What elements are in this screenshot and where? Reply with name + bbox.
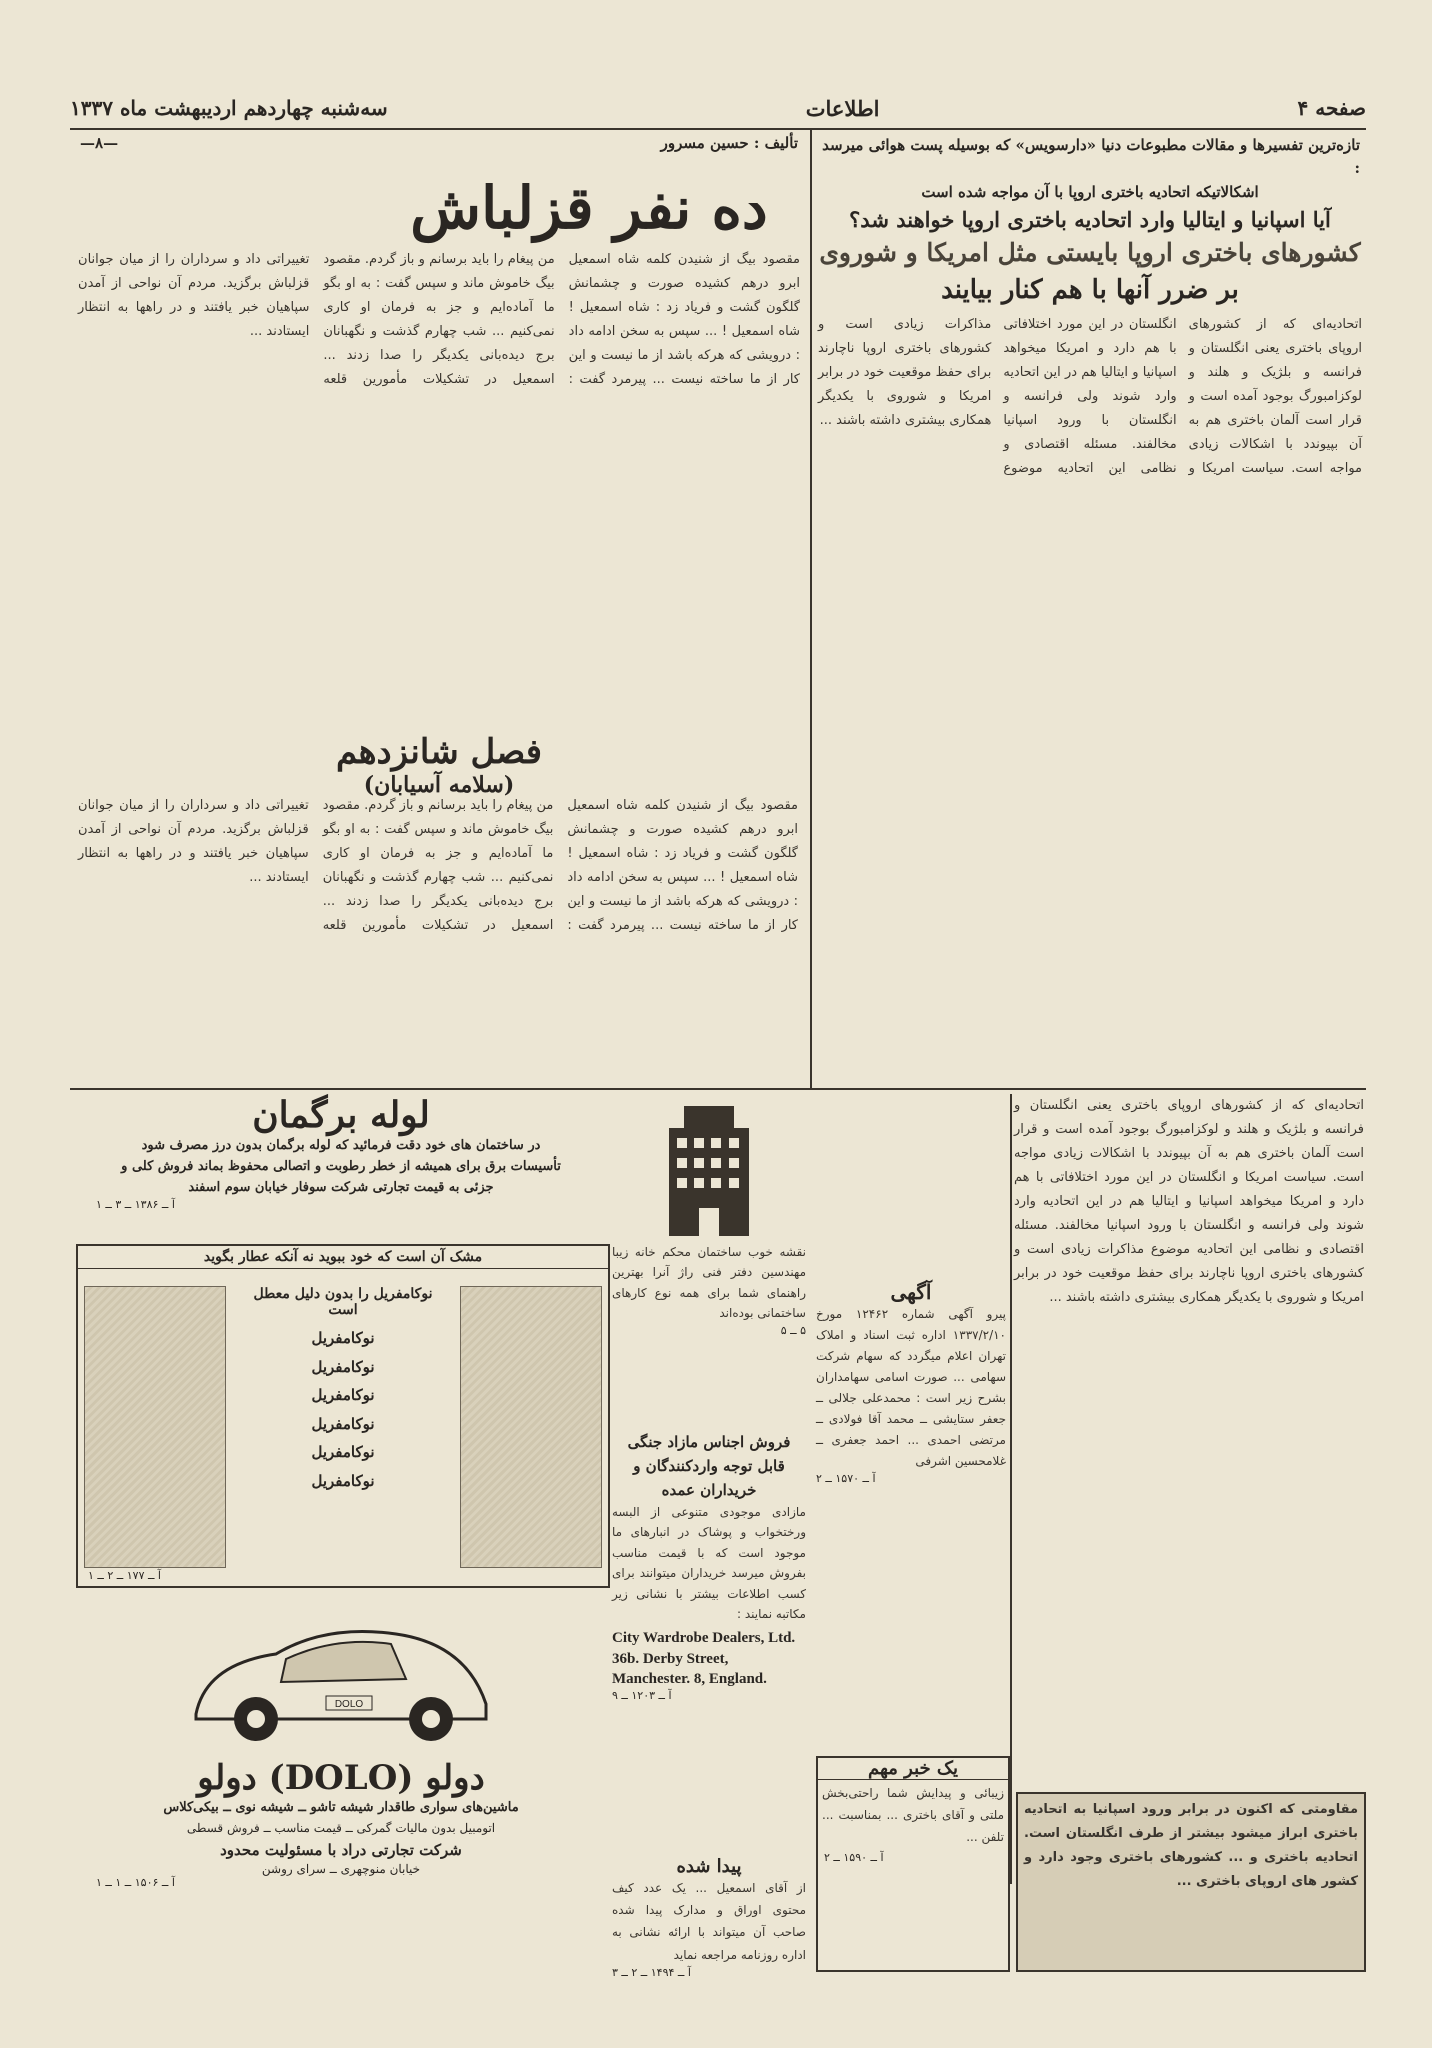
article-body-top: مقصود بیگ از شنیدن کلمه شاه اسمعیل ابرو درهم کشیده صورت و چشمانش گلگون گشت و فریاد زد : شاه اسمعیل ! شاه اسمعیل ! ... سپس به سخن ادامه داد : درویشی که هرکه باشد از ما نیست و این کار از ما ساخته نیست ... پیرمرد گفت : من پیغام را باید برسانم و باز گردم. مقصود بیگ خاموش ماند و سپس گفت : به او بگو ما آماده‌ایم و جز به فرمان او کاری نمی‌کنیم ... شب چهارم گذشت و نگهبانان برج دیده‌بانی یکدیگر را صدا زدند ... اسمعیل در تشکیلات مأمورین قلعه تغییراتی داد و سرداران را از میان جوانان قزلباش برگزید. مردم آن نواحی از آمدن سپاهیان خبر یافتند و در راهها به انتظار ایستادند ... — [78, 252, 800, 388]
notice-body: پیرو آگهی شماره ۱۲۴۶۲ مورخ ۱۳۳۷/۲/۱۰ اداره ثبت اسناد و املاک تهران اعلام میگردد که سهام شرکت سهامی ... صورت اسامی سهامداران بشرح زیر است : محمدعلی جلالی ــ جعفر ستایشی ــ محمد آقا فولادی ــ مرتضی احمدی ... احمد جعفری ــ غلامحسین اشرفی — [816, 1307, 1007, 1468]
notice-code: آ ــ ۱۵۷۰ ــ ۲ — [816, 1472, 876, 1485]
ink-ad-item: نوکامفریل — [311, 1357, 375, 1376]
notice-title: آگهی — [890, 1280, 932, 1304]
car-line4: خیابان منوچهری ــ سرای روشن — [261, 1861, 421, 1876]
paper-name: اطلاعات — [805, 95, 880, 121]
article-body-bottom: مقصود بیگ از شنیدن کلمه شاه اسمعیل ابرو درهم کشیده صورت و چشمانش گلگون گشت و فریاد زد : شاه اسمعیل ! شاه اسمعیل ! ... سپس به سخن ادامه داد : درویشی که هرکه باشد از ما نیست و این کار از ما ساخته نیست ... پیرمرد گفت : من پیغام را باید برسانم و باز گردم. مقصود بیگ خاموش ماند و سپس گفت : به او بگو ما آماده‌ایم و جز به فرمان او کاری نمی‌کنیم ... شب چهارم گذشت و نگهبانان برج دیده‌بانی یکدیگر را صدا زدند ... اسمعیل در تشکیلات مأمورین قلعه تغییراتی داد و سرداران را از میان جوانان قزلباش برگزید. مردم آن نواحی از آمدن سپاهیان خبر یافتند و در راهها به انتظار ایستادند ... — [78, 798, 798, 934]
ink-ad-item: نوکامفریل — [311, 1386, 375, 1404]
ink-ad-item: نوکامفریل — [311, 1443, 375, 1461]
building-icon — [649, 1098, 769, 1238]
man-figure-left — [84, 1286, 226, 1568]
pipe-ad-line3: جزئی به قیمت تجارتی شرکت سوفار خیابان سوم اسفند — [188, 1179, 494, 1195]
sale-ad-title: فروش اجناس مازاد جنگی قابل توجه واردکنندگان و خریداران عمده — [627, 1433, 791, 1499]
sale-ad-code: آ ــ ۱۲۰۳ ــ ۹ — [612, 1689, 672, 1703]
page-header — [70, 88, 1366, 130]
building-ad-code: ۵ ــ ۵ — [780, 1323, 806, 1337]
ad-divider — [70, 1088, 1366, 1090]
ink-ad-item: نوکامفریل — [311, 1471, 375, 1490]
pipe-ad-code: آ ــ ۱۳۸۶ ــ ۳ ــ ۱ — [96, 1198, 175, 1212]
sale-ad — [612, 1430, 806, 1850]
notice-ad — [816, 1280, 1006, 1750]
section-subtitle: (سلامه آسیابان) — [363, 772, 515, 798]
found-ad — [612, 1856, 806, 1979]
ink-ad — [76, 1244, 610, 1588]
serial-number: —۸— — [80, 134, 119, 152]
pipe-ad-line1: در ساختمان های خود دقت فرمائید که لوله برگمان بدون درز مصرف شود — [141, 1138, 541, 1153]
pipe-ad-title: لوله برگمان — [252, 1094, 430, 1136]
found-code: آ ــ ۱۴۹۴ ــ ۲ ــ ۳ — [612, 1965, 691, 1979]
left-article — [74, 134, 804, 1082]
boxed-excerpt — [1016, 1792, 1366, 1972]
issue-date: سه‌شنبه چهاردهم اردیبهشت ماه ۱۳۳۷ — [70, 96, 388, 120]
sale-ad-body: مازادی موجودی متنوعی از البسه ورختخواب و پوشاک در انبارهای ما موجود است که با قیمت مناسب بفروش میرسد خریداران میتوانند برای کسب اطلاعات بیشتر با نشانی زیر مکاتبه نمایند : — [612, 1505, 806, 1621]
headline-3: بر ضرر آنها با هم کنار بیایند — [941, 275, 1239, 305]
author-line — [74, 134, 804, 152]
right-article-continued — [1014, 1094, 1364, 1786]
building-ad-text: نقشه خوب ساختمان محکم خانه زیبا مهندسین دفتر فنی راژ آنرا بهترین راهنمای شما برای همه نوع کارهای ساختمانی بوده‌اند — [612, 1245, 806, 1321]
author: تألیف : حسین مسرور — [660, 134, 798, 152]
headline-1: آیا اسپانیا و ایتالیا وارد اتحادیه باختری اروپا خواهند شد؟ — [849, 207, 1331, 232]
man-figure-right — [460, 1286, 602, 1568]
car-badge: DOLO — [334, 1699, 364, 1710]
news-ad-code: آ ــ ۱۵۹۰ ــ ۲ — [824, 1850, 884, 1864]
section-heading — [304, 732, 574, 798]
ink-ad-tagline: نوکامفریل را بدون دلیل معطل است — [253, 1286, 433, 1318]
car-line1: ماشین‌های سواری طاقدار شیشه تاشو ــ شیشه نوی ــ بیکی‌کلاس — [163, 1800, 519, 1815]
building-ad — [612, 1094, 806, 1424]
found-body: از آقای اسمعیل ... یک عدد کیف محتوی اوراق و مدارک پیدا شده صاحب آن میتواند با ارائه نشانی به اداره روزنامه مراجعه نماید — [612, 1881, 806, 1962]
found-title: پیدا شده — [676, 1856, 742, 1877]
right-article-body: اتحادیه‌ای که از کشورهای اروپای باختری یعنی انگلستان و فرانسه و بلژیک و هلند و لوکزامبورگ بوجود آمده است و قرار است آلمان باختری هم به آن بپیوندد با اشکالات زیادی مواجه است. سیاست امریکا و انگلستان در این مورد اختلافاتی با هم دارد و امریکا میخواهد اسپانیا و ایتالیا هم در این اتحادیه وارد شوند ولی فرانسه و انگلستان با ورود اسپانیا مخالفند. مسئله اقتصادی و نظامی این اتحادیه موضوع مذاکرات زیادی است و کشورهای باختری اروپا ناچارند برای حفظ موقعیت خود در برابر امریکا و شوروی با یکدیگر همکاری بیشتری داشته باشند ... — [818, 317, 1362, 477]
pipe-ad-line2: تأسیسات برق برای همیشه از خطر رطوبت و اتصالی محفوظ بماند فروش کلی و — [121, 1158, 561, 1174]
ink-ad-headline: مشک آن است که خود ببوید نه آنکه عطار بگوید — [78, 1246, 608, 1269]
column-rule-2 — [1010, 1094, 1012, 1884]
ink-ad-code: آ ــ ۱۷۷ ــ ۲ ــ ۱ — [88, 1569, 161, 1582]
ink-ad-item: نوکامفریل — [311, 1329, 375, 1347]
news-ad-body: زیبائی و پیدایش شما راحتی‌بخش ملتی و آقای باختری ... بمناسبت ... تلفن ... — [822, 1786, 1004, 1845]
sale-ad-address: City Wardrobe Dealers, Ltd. 36b. Derby Street, Manchester. 8, England. — [612, 1630, 796, 1687]
car-icon — [176, 1604, 506, 1754]
right-article — [816, 134, 1364, 1082]
continued-body: اتحادیه‌ای که از کشورهای اروپای باختری یعنی انگلستان و فرانسه و بلژیک و هلند و لوکزامبورگ بوجود آمده است و قرار است آلمان باختری هم به آن بپیوندد با اشکالات زیادی مواجه است. سیاست امریکا و انگلستان در این مورد اختلافاتی با هم دارد و امریکا میخواهد اسپانیا و ایتالیا هم در این اتحادیه وارد شوند ولی فرانسه و انگلستان با ورود اسپانیا مخالفند. مسئله اقتصادی و نظامی این اتحادیه موضوع مذاکرات زیادی است و کشورهای باختری اروپا ناچارند برای حفظ موقعیت خود در برابر امریکا و شوروی با یکدیگر همکاری بیشتری داشته باشند ... — [1014, 1098, 1364, 1306]
ink-ad-item: نوکامفریل — [311, 1414, 375, 1433]
article-title: ده نفر قزلباش — [410, 174, 768, 242]
car-line2: اتومبیل بدون مالیات گمرکی ــ قیمت مناسب ــ فروش قسطی — [186, 1820, 496, 1835]
pre-headline: اشکالاتیکه اتحادیه باختری اروپا با آن مواجه شده است — [921, 183, 1259, 201]
page-number: صفحه ۴ — [1297, 96, 1366, 120]
news-ad — [816, 1756, 1010, 1972]
news-ad-title: یک خبر مهم — [818, 1758, 1008, 1780]
section-title: فصل شانزدهم — [335, 732, 543, 772]
ink-ad-list — [238, 1286, 448, 1495]
car-brand: دولو (DOLO) دولو — [197, 1758, 485, 1798]
car-ad — [76, 1594, 606, 1968]
car-line3: شرکت تجارتی دراد با مسئولیت محدود — [220, 1840, 462, 1859]
kicker: تازه‌ترین تفسیرها و مقالات مطبوعات دنیا «دارسویس» که بوسیله پست هوائی میرسد : — [822, 136, 1360, 177]
headline-2: کشورهای باختری اروپا بایستی مثل امریکا و شوروی — [819, 238, 1361, 267]
pipe-ad — [76, 1094, 606, 1234]
car-code: آ ــ ۱۵۰۶ ــ ۱ ــ ۱ — [96, 1875, 175, 1889]
boxed-text: مقاومتی که اکنون در برابر ورود اسپانیا به اتحادیه باختری ابراز میشود بیشتر از طرف انگلستان است. اتحادیه باختری و ... کشورهای باختری وجود دارد و کشور های اروپای باختری ... — [1024, 1802, 1358, 1890]
column-rule — [810, 130, 812, 1088]
